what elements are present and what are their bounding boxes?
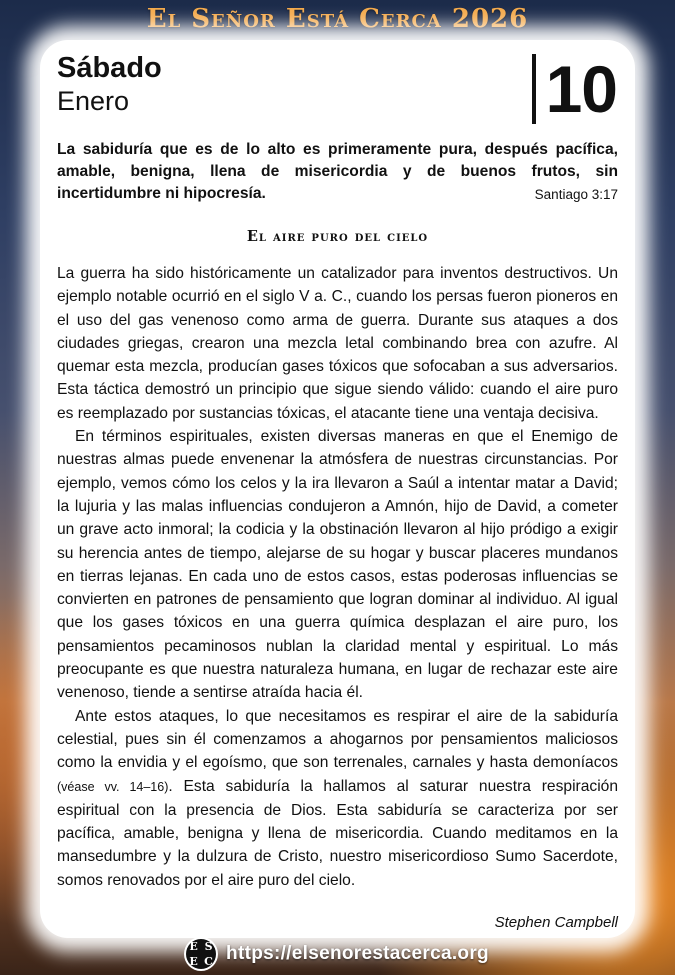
publication-title: El Señor Está Cerca 2026	[146, 4, 529, 34]
website-link[interactable]: https://elsenorestacerca.org	[226, 943, 489, 964]
paragraph-1: La guerra ha sido históricamente un catalizador para inventos destructivos. Un ejemplo notable ocurrió en el siglo V a. C., cuando los persas fueron pioneros en el uso del gas venenoso como arma de guerra. Durante sus ataques a dos ciudades griegas, crearon una mezcla letal combinando brea con azufre. Al quemar esta mezcla, producían gases tóxicos que sofocaban a sus adversarios. Esta táctica demostró un principio que sigue siendo válido: cuando el aire puro es reemplazado por sustancias tóxicas, el atacante tiene una ventaja decisiva.	[57, 265, 618, 422]
divider-bar	[532, 54, 536, 124]
article-body	[57, 262, 618, 892]
verse-text: La sabiduría que es de lo alto es primeramente pura, después pacífica, amable, benigna, llena de misericordia y de buenos frutos, sin incertidumbre ni hipocresía.	[57, 141, 618, 202]
footer	[0, 938, 675, 970]
esec-logo-icon: E S E C	[186, 939, 216, 969]
month: Enero	[57, 86, 130, 116]
author: Stephen Campbell	[494, 914, 618, 931]
weekday: Sábado	[57, 52, 162, 84]
day-number-block	[532, 54, 617, 124]
verse-reference: Santiago 3:17	[534, 187, 618, 202]
paragraph-2: En términos espirituales, existen diversas maneras en que el Enemigo de nuestras almas puede envenenar la atmósfera de nuestras circunstancias. Por ejemplo, vemos cómo los celos y la ira llevaron a Saúl a intentar matar a David; la lujuria y las malas influencias condujeron a Amnón, hijo de David, a cometer un grave acto inmoral; la codicia y la obstinación llevaron al hijo pródigo a exigir su herencia antes de tiempo, alejarse de su hogar y buscar placeres mundanos en tierras lejanas. En cada uno de estos casos, estas poderosas influencias se convierten en patrones de pensamiento que logran dominar al individuo. Al igual que los gases tóxicos en una guerra química desplazan el aire puro, los pensamientos pecaminosos nublan la claridad mental y espiritual. Lo más preocupante es que nuestra naturaleza humana, en lugar de rechazar este aire venenoso, tiende a sentirse atraída hacia él.	[57, 428, 618, 702]
day-number: 10	[545, 52, 617, 126]
paragraph-3-part-a: Ante estos ataques, lo que necesitamos es respirar el aire de la sabiduría celestial, pues sin él comenzamos a ahogarnos por pensamientos maliciosos como la envidia y el egoísmo, que son terrenales, carnales y hasta demoníacos	[57, 707, 618, 772]
paragraph-3	[57, 705, 618, 892]
article-title: El aire puro del cielo	[246, 228, 429, 245]
paragraph-3-part-b: . Esta sabiduría la hallamos al saturar nuestra respiración espiritual con la presencia de Dios. Esta sabiduría se caracteriza por ser pacífica, amable, benigna y llena de misericordia. Cuando meditamos en la mansedumbre y la dulzura de Cristo, nuestro misericordioso Sumo Sacerdote, somos renovados por el aire puro del cielo.	[57, 777, 619, 889]
key-verse	[57, 139, 618, 206]
scripture-note: (véase vv. 14–16)	[57, 779, 169, 794]
